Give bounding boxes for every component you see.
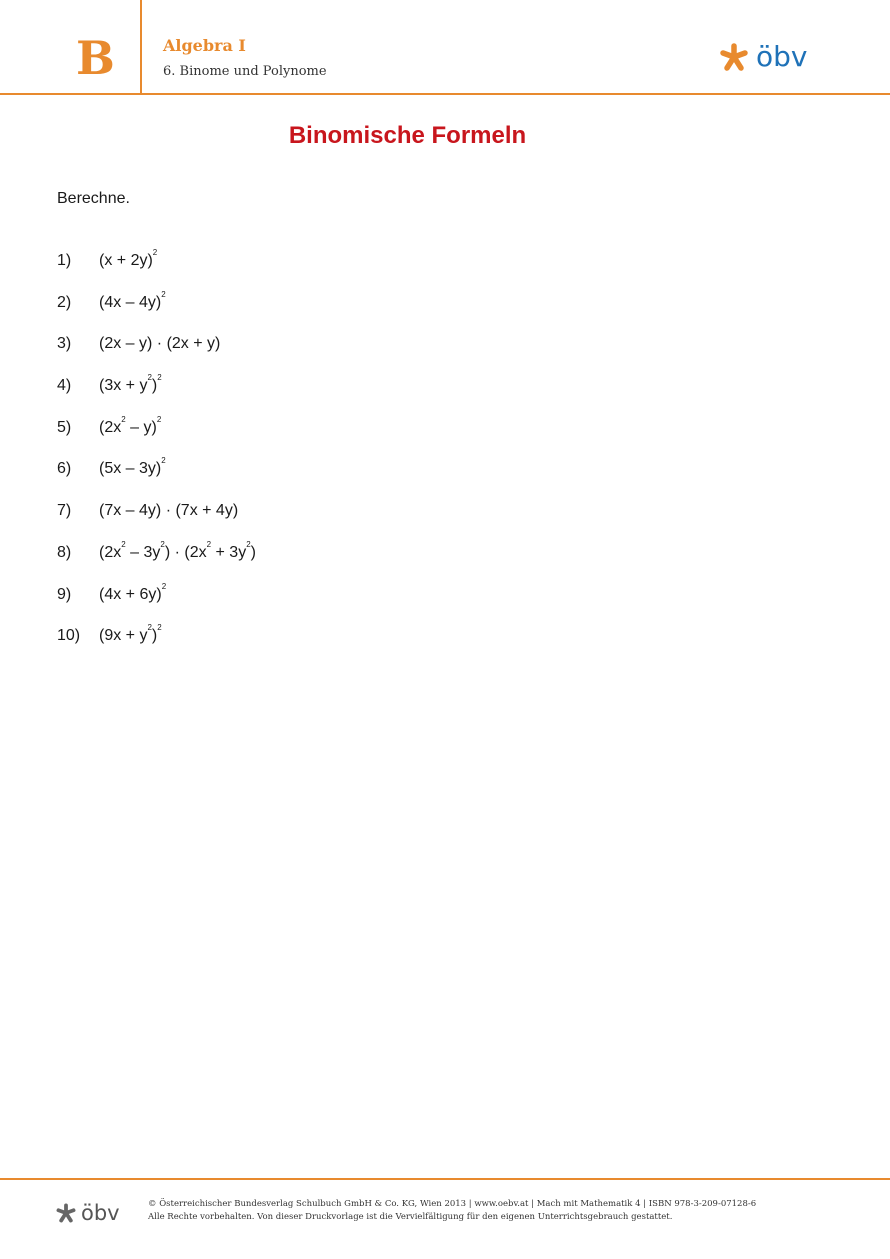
task-expression: $(4x + 6y)^2$ [99, 581, 167, 603]
task-expression: (5x – 3y)$^2$ [99, 456, 166, 478]
rights-line: Alle Rechte vorbehalten. Von dieser Druckvorlage ist die Vervielfältigung für den eigenen Unterrichtsgebrauch gestattet. [148, 1211, 673, 1222]
chapter-title: 6. Binome und Polynome [163, 64, 327, 79]
task-number: 9) [57, 585, 72, 603]
task-expression: $(2x^2 - 3y^2) \cdot (2x^2 + 3y^2)$ [99, 539, 256, 561]
task-expression: $(9x + y^2)^2$ [99, 623, 162, 645]
footer-logo [55, 1200, 120, 1226]
header-divider [140, 0, 142, 94]
header-rule [0, 93, 890, 95]
task-expression: $(2x^2 - y)^2$ [99, 414, 162, 436]
copyright-line: © Österreichischer Bundesverlag Schulbuch GmbH & Co. KG, Wien 2013 | www.oebv.at | Mach mit Mathematik 4 | ISBN 978-3-209-07128-6 [148, 1199, 757, 1209]
logo-wordmark: öbv [756, 40, 808, 73]
publisher-logo [718, 40, 807, 74]
task-number: 5) [57, 418, 72, 436]
task-expression: $(x + 2y)^2$ [99, 248, 158, 269]
task-number: 10) [57, 627, 81, 645]
star-icon [718, 41, 750, 73]
task-number: 2) [57, 293, 72, 311]
star-icon [55, 1202, 77, 1224]
task-number: 7) [57, 502, 72, 520]
task-number: 4) [57, 377, 72, 395]
instruction-text: Berechne. [57, 190, 130, 207]
task-expression: (7x – 4y) · (7x + 4y) [99, 502, 239, 520]
task-number: 3) [57, 335, 72, 353]
page-title: Binomische Formeln [288, 122, 527, 149]
task-expression: (2x – y) · (2x + y) [99, 335, 221, 353]
footer-text [148, 1198, 756, 1223]
logo-wordmark: öbv [81, 1201, 120, 1225]
task-number: 6) [57, 460, 72, 478]
task-number: 1) [57, 252, 72, 269]
section-letter: B [76, 31, 115, 85]
footer-rule [0, 1178, 890, 1180]
task-expression: $(3x + y^2)^2$ [99, 373, 162, 395]
task-expression: (4x – 4y)$^2$ [99, 289, 166, 311]
task-number: 8) [57, 543, 72, 561]
page-header [0, 0, 890, 94]
subject-title: Algebra I [163, 36, 246, 55]
